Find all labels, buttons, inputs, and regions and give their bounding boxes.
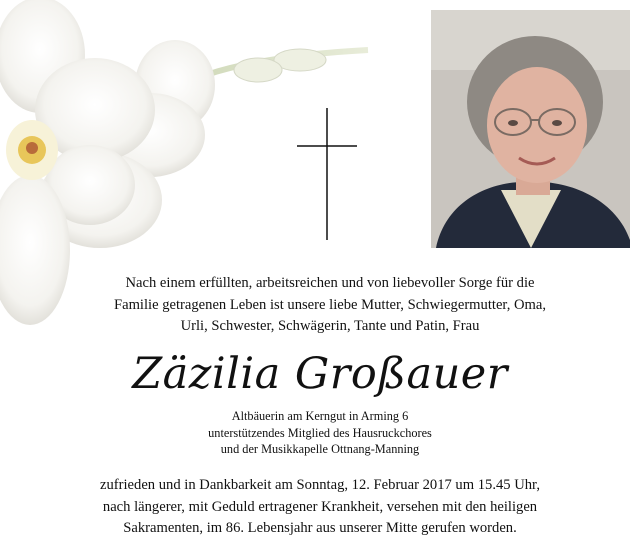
closing-line: Sakramenten, im 86. Lebensjahr aus unserer Mitte gerufen worden. (123, 520, 517, 536)
role-line: Altbäuerin am Kerngut in Arming 6 (231, 409, 409, 423)
role-line: und der Musikkapelle Ottnang-Manning (220, 442, 420, 456)
intro-line: Urli, Schwester, Schwägerin, Tante und Patin, Frau (180, 318, 480, 334)
portrait-photo (431, 10, 630, 248)
intro-text (60, 273, 600, 338)
cross-icon (295, 108, 359, 240)
closing-line: nach längerer, mit Geduld ertragener Krankheit, versehen mit den heiligen (102, 498, 538, 515)
role-line: unterstützendes Mitglied des Hausruckchores (208, 425, 432, 440)
intro-line: Familie getragenen Leben ist unsere liebe Mutter, Schwiegermutter, Oma, (113, 296, 547, 313)
intro-line: Nach einem erfüllten, arbeitsreichen und von liebevoller Sorge für die (125, 275, 535, 291)
closing-line: zufrieden und in Dankbarkeit am Sonntag, 12. Februar 2017 um 15.45 Uhr, (100, 477, 540, 493)
roles-text (170, 408, 470, 458)
closing-text (50, 475, 590, 540)
deceased-name: Zäzilia Großauer (132, 349, 508, 399)
